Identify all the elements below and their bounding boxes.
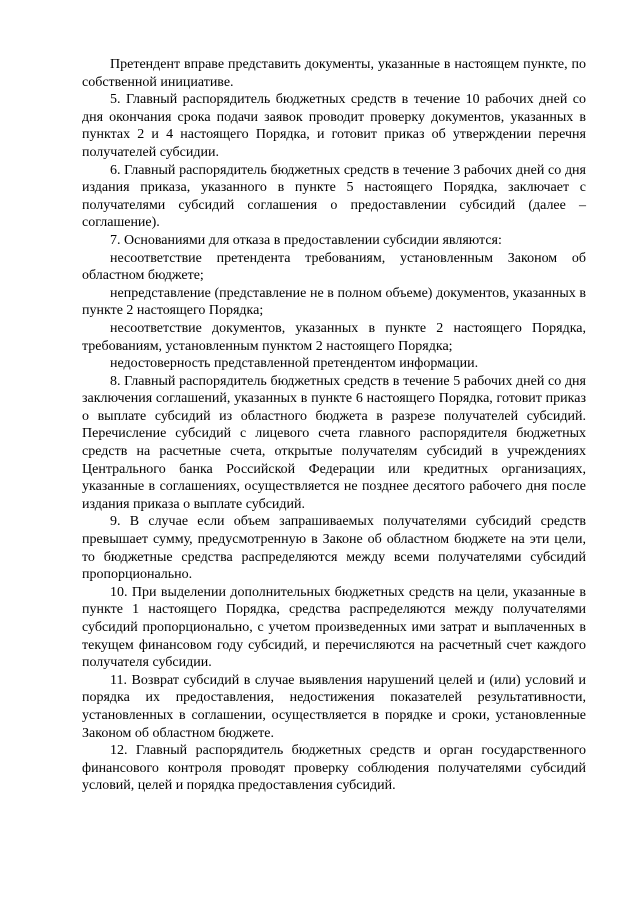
paragraph-refusal-item-3: несоответствие документов, указанных в пункте 2 настоящего Порядка, требованиям, установленным пунктом 2 настоящего Порядка; bbox=[82, 320, 586, 354]
paragraph-8-payment: 8. Главный распорядитель бюджетных средств в течение 5 рабочих дней со дня заключения соглашений, указанных в пункте 6 настоящего Порядка, готовит приказ о выплате субсидий из областного бюджета в разрезе получателей субсидий. Перечисление субсидий с лицевого счета главного распорядителя бюджетных средств на расчетные счета, открытые получателям субсидий в учреждениях Центрального банка Российской Федерации или кредитных организациях, указанные в соглашениях, осуществляется не позднее десятого рабочего дня после издания приказа о выплате субсидий. bbox=[82, 373, 586, 512]
paragraph-10-additional-funds: 10. При выделении дополнительных бюджетных средств на цели, указанные в пункте 1 настоящего Порядка, средства распределяются между получателями субсидий пропорционально, с учетом произведенных ими затрат и выплаченных в текущем финансовом году субсидий, и перечисляются на расчетный счет каждого получателя субсидии. bbox=[82, 584, 586, 671]
paragraph-9-proportional: 9. В случае если объем запрашиваемых получателями субсидий средств превышает сумму, предусмотренную в Законе об областном бюджете на эти цели, то бюджетные средства распределяются между всеми получателями субсидий пропорционально. bbox=[82, 514, 586, 583]
paragraph-5-document-check: 5. Главный распорядитель бюджетных средств в течение 10 рабочих дней со дня окончания срока подачи заявок проводит проверку документов, указанных в пунктах 2 и 4 настоящего Порядка, и готовит приказ об утверждении перечня получателей субсидии. bbox=[82, 92, 586, 160]
paragraph-7-refusal-grounds: 7. Основаниями для отказа в предоставлении субсидии являются: bbox=[110, 232, 502, 248]
paragraph-11-refund: 11. Возврат субсидий в случае выявления нарушений целей и (или) условий и порядка их предоставления, недостижения показателей результативности, установленных в соглашении, осуществляется в порядке и сроки, установленные Законом об областном бюджете. bbox=[82, 672, 586, 741]
paragraph-refusal-item-4: недостоверность представленной претендентом информации. bbox=[110, 356, 479, 372]
paragraph-refusal-item-2: непредставление (представление не в полном объеме) документов, указанных в пункте 2 настоящего Порядка; bbox=[82, 285, 586, 319]
paragraph-12-control: 12. Главный распорядитель бюджетных средств и орган государственного финансового контроля проводят проверку соблюдения получателями субсидий условий, целей и порядка предоставления субсидий. bbox=[82, 743, 586, 794]
paragraph-refusal-item-1: несоответствие претендента требованиям, установленным Законом об областном бюджете; bbox=[82, 250, 586, 284]
paragraph-6-agreement: 6. Главный распорядитель бюджетных средств в течение 3 рабочих дней со дня издания приказа, указанного в пункте 5 настоящего Порядка, заключает с получателями субсидий соглашения о предоставлении субсидий (далее – соглашение). bbox=[82, 162, 586, 231]
paragraph-applicant-initiative: Претендент вправе представить документы, указанные в настоящем пункте, по собственной инициативе. bbox=[82, 57, 586, 90]
